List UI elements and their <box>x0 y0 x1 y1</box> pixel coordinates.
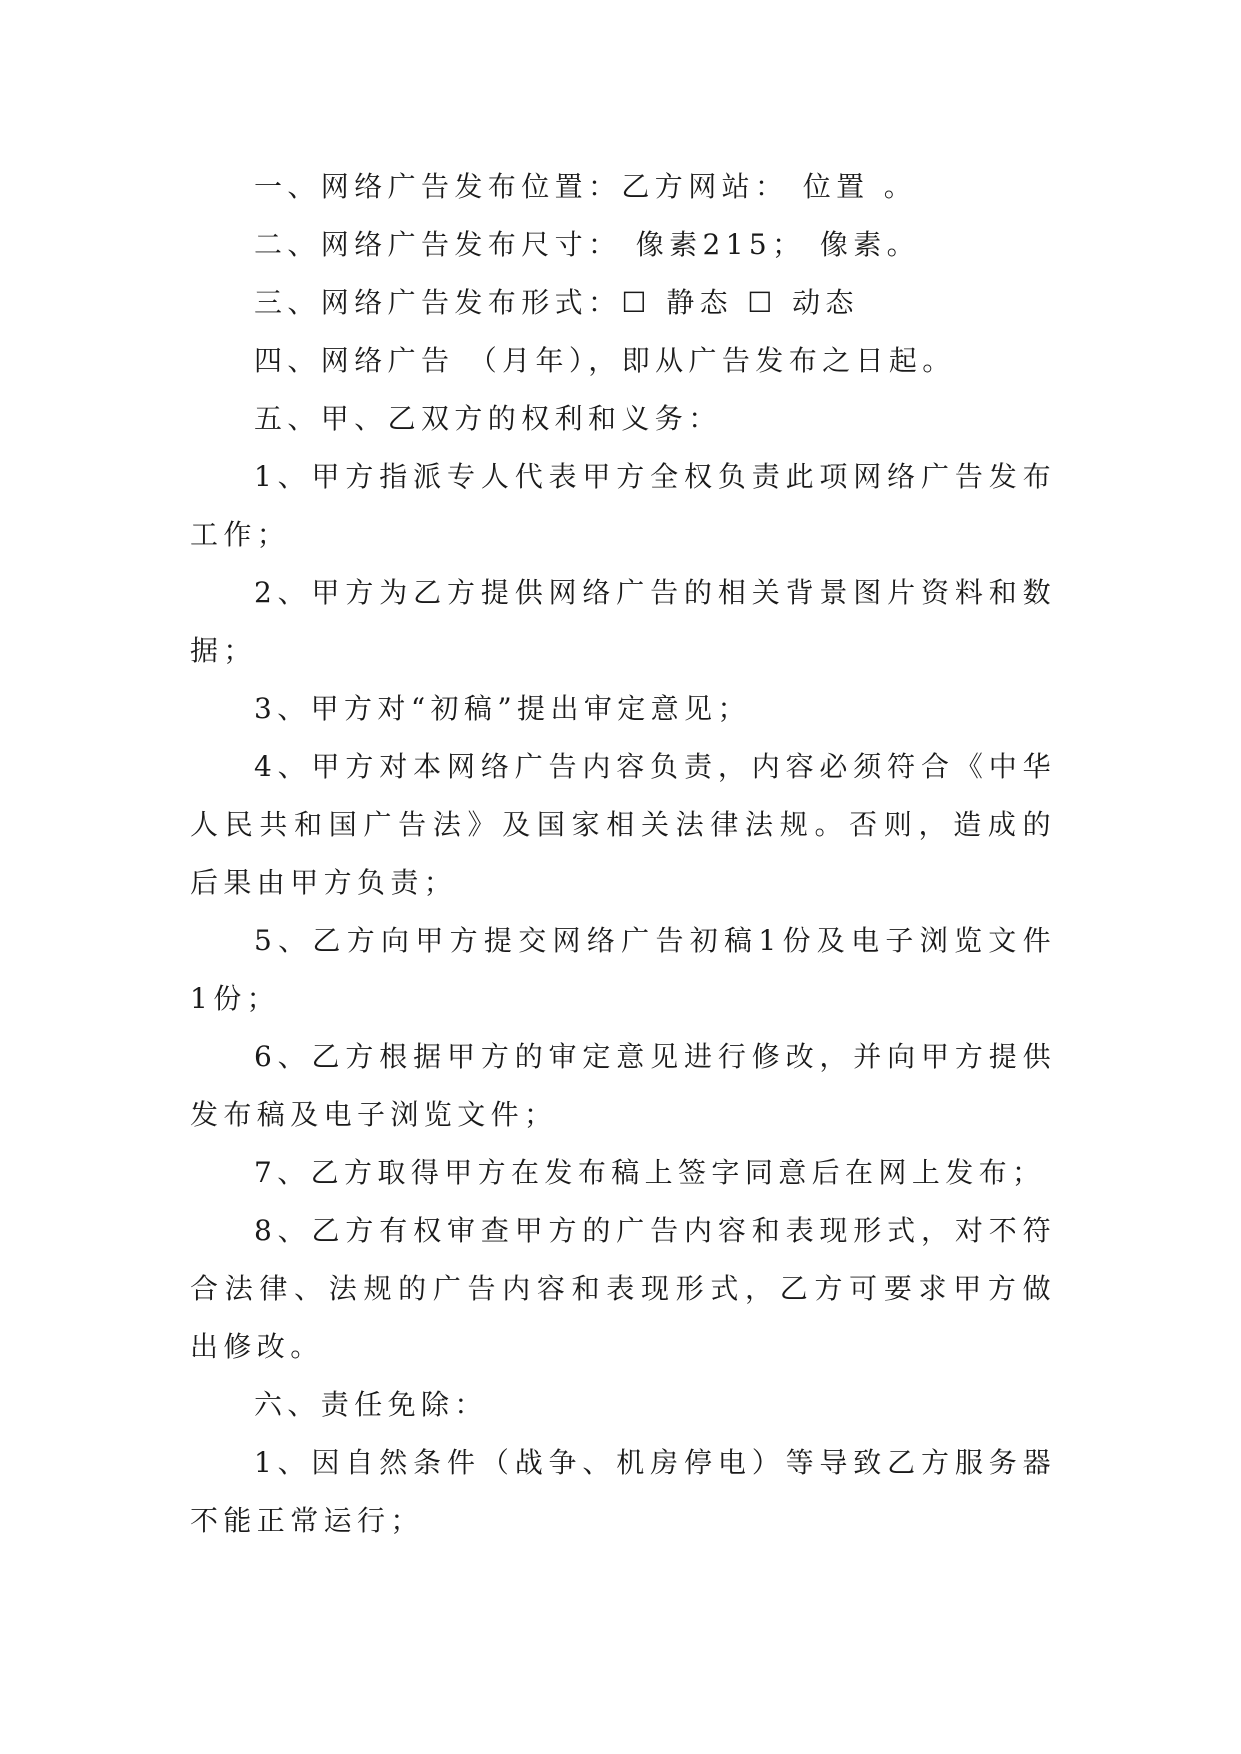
list-item: 7、乙方取得甲方在发布稿上签字同意后在网上发布； <box>254 1156 1046 1189</box>
list-item: 3、甲方对“初稿”提出审定意见； <box>254 692 751 725</box>
list-item: 6、乙方根据甲方的审定意见进行修改，并向甲方提供发布稿及电子浏览文件； <box>190 1040 1056 1131</box>
section-rights-obligations: 五、甲、乙双方的权利和义务： <box>254 402 722 435</box>
list-item: 4、甲方对本网络广告内容负责，内容必须符合《中华人民共和国广告法》及国家相关法律法规。否则，造成的后果由甲方负责； <box>190 750 1056 899</box>
clause-ad-position: 一、网络广告发布位置：乙方网站： 位置 。 <box>254 170 918 203</box>
section-liability-exemption: 六、责任免除： <box>254 1388 488 1421</box>
list-item: 1、因自然条件（战争、机房停电）等导致乙方服务器不能正常运行； <box>190 1446 1056 1537</box>
clause-ad-duration: 四、网络广告 （月年），即从广告发布之日起。 <box>254 344 956 377</box>
list-item: 1、甲方指派专人代表甲方全权负责此项网络广告发布工作； <box>190 460 1056 551</box>
list-item: 2、甲方为乙方提供网络广告的相关背景图片资料和数据； <box>190 576 1056 667</box>
document-body <box>190 158 1056 1550</box>
list-item: 8、乙方有权审查甲方的广告内容和表现形式，对不符合法律、法规的广告内容和表现形式，乙方可要求甲方做出修改。 <box>190 1214 1056 1363</box>
clause-ad-form: 三、网络广告发布形式：☐ 静态 ☐ 动态 <box>254 286 859 319</box>
list-item: 5、乙方向甲方提交网络广告初稿1份及电子浏览文件1份； <box>190 924 1056 1015</box>
clause-ad-size: 二、网络广告发布尺寸： 像素215； 像素。 <box>254 228 921 261</box>
